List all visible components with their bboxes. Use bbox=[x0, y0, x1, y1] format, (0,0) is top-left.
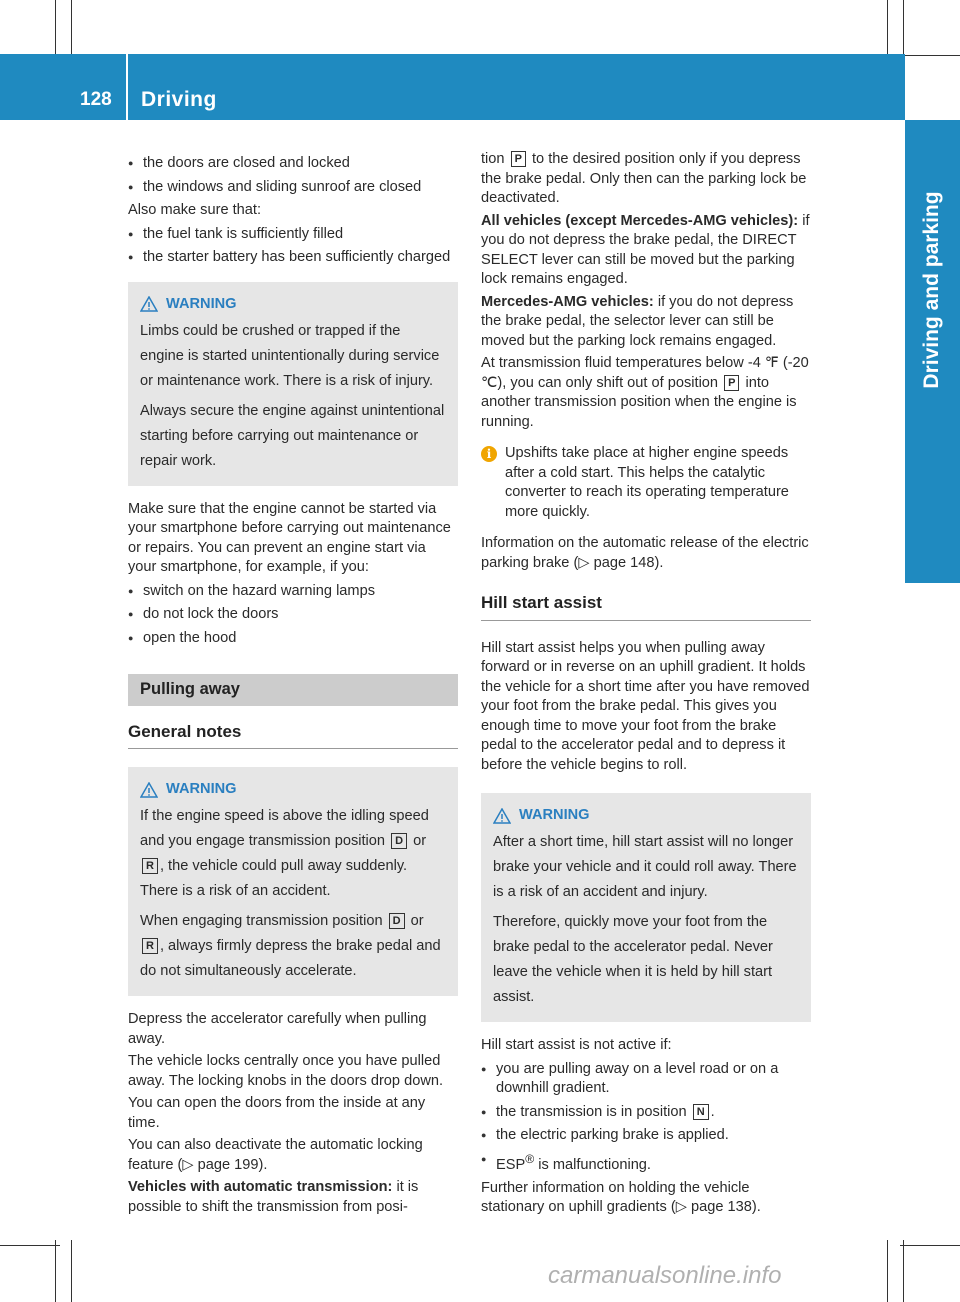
warning-triangle-icon bbox=[140, 782, 158, 798]
crop-mark bbox=[900, 1245, 960, 1246]
list-item: ● you are pulling away on a level road or on a downhill gradient. bbox=[481, 1060, 811, 1099]
text-span: is malfunctioning. bbox=[534, 1156, 651, 1173]
bold-label: Mercedes-AMG vehicles: bbox=[481, 293, 654, 310]
info-note bbox=[481, 444, 811, 522]
list-item bbox=[481, 1103, 811, 1123]
paragraph: The vehicle locks centrally once you have pulled away. The locking knobs in the doors drop down. bbox=[128, 1053, 444, 1089]
text-span: to the desired position only if you depress the brake pedal. Only then can the parking lock be deactivated. bbox=[481, 151, 807, 206]
crop-mark bbox=[903, 1240, 904, 1302]
warning-text: Limbs could be crushed or trapped if the engine is started unintentionally during service or maintenance work. There is a risk of injury. bbox=[140, 322, 440, 389]
subsection-heading: General notes bbox=[128, 722, 458, 750]
chapter-tab-label: Driving and parking bbox=[920, 191, 943, 389]
right-column bbox=[481, 150, 811, 1221]
warning-text: Therefore, quickly move your foot from the brake pedal to the accelerator pedal. Never leave the vehicle when it is held by hill start assist. bbox=[493, 914, 773, 1005]
paragraph: Depress the accelerator carefully when pulling away. bbox=[128, 1011, 427, 1047]
warning-label: WARNING bbox=[166, 781, 237, 797]
text-span: or bbox=[410, 913, 424, 929]
warning-label: WARNING bbox=[519, 807, 590, 823]
header-band bbox=[0, 54, 905, 120]
list-item: ● the windows and sliding sunroof are closed bbox=[128, 178, 458, 198]
crop-mark bbox=[71, 1240, 72, 1302]
paragraph bbox=[481, 212, 811, 290]
crop-mark bbox=[55, 0, 56, 60]
crop-mark bbox=[887, 1240, 888, 1302]
paragraph: Also make sure that: bbox=[128, 202, 262, 218]
crop-mark bbox=[71, 0, 72, 60]
warning-triangle-icon bbox=[140, 296, 158, 312]
text-span: if you do not depress the brake pedal, the DIRECT SELECT lever can still be moved but the parking lock remains engaged. bbox=[481, 212, 810, 287]
warning-box bbox=[128, 282, 458, 486]
warning-text bbox=[140, 804, 446, 904]
text-span: it is possible to shift the transmission from posi- bbox=[128, 1179, 419, 1215]
paragraph bbox=[128, 1178, 458, 1217]
crop-mark bbox=[0, 1245, 60, 1246]
info-text: Upshifts take place at higher engine speeds after a cold start. This helps the catalytic converter to reach its operating temperature more quickly. bbox=[505, 445, 789, 520]
paragraph: Hill start assist helps you when pulling away forward or in reverse on an uphill gradient. It holds the vehicle for a short time after you have removed your foot from the brake pedal. This gives you enough time to move your foot from the brake pedal to the accelerator pedal and to depress it before the vehicle begins to roll. bbox=[481, 639, 810, 773]
page-reference[interactable]: Information on the automatic release of the electric parking brake (▷ page 148). bbox=[481, 535, 809, 571]
text-span: the transmission is in position bbox=[496, 1103, 687, 1120]
text-span: if you do not depress the brake pedal, the selector lever can still be moved but the parking lock remains engaged. bbox=[481, 293, 794, 349]
list-item: ● the electric parking brake is applied. bbox=[481, 1126, 811, 1146]
warning-text bbox=[140, 909, 446, 984]
warning-label: WARNING bbox=[166, 295, 237, 312]
warning-text: After a short time, hill start assist will no longer brake your vehicle and it could roll away. There is a risk of an accident and injury. bbox=[493, 834, 797, 900]
text-span: . bbox=[710, 1103, 715, 1120]
bold-label: Vehicles with automatic transmission: bbox=[128, 1179, 393, 1195]
text-span: into another transmission position when the engine is running. bbox=[481, 374, 797, 430]
gear-n-symbol: N bbox=[693, 1104, 709, 1120]
gear-d-symbol: D bbox=[391, 833, 407, 849]
list-item: ● open the hood bbox=[128, 629, 458, 649]
subsection-heading: Hill start assist bbox=[481, 593, 811, 621]
list-item: ● the doors are closed and locked bbox=[128, 154, 458, 174]
crop-mark bbox=[55, 1240, 56, 1302]
paragraph: You can open the doors from the inside at any time. bbox=[128, 1095, 426, 1131]
gear-r-symbol: R bbox=[142, 858, 158, 874]
page-number: 128 bbox=[80, 89, 112, 110]
page-reference[interactable]: You can also deactivate the automatic locking feature (▷ page 199). bbox=[128, 1137, 423, 1173]
list-item bbox=[481, 1150, 811, 1175]
gear-r-symbol: R bbox=[142, 938, 158, 954]
text-span: At transmission fluid temperatures below -4 ℉ (-20 ℃), you can only shift out of position bbox=[481, 355, 809, 391]
text-span: If the engine speed is above the idling speed and you engage transmission position bbox=[140, 808, 429, 849]
registered-mark: ® bbox=[525, 1151, 535, 1166]
gear-d-symbol: D bbox=[389, 913, 405, 929]
warning-text: Always secure the engine against unintentional starting before carrying out maintenance or repair work. bbox=[140, 402, 445, 469]
warning-triangle-icon bbox=[493, 808, 511, 824]
paragraph: Make sure that the engine cannot be started via your smartphone before carrying out maintenance or repairs. You can prevent an engine start via your smartphone, for example, if you: bbox=[128, 500, 451, 575]
text-span: tion bbox=[481, 151, 505, 167]
info-icon: i bbox=[481, 446, 497, 462]
list-item: ● switch on the hazard warning lamps bbox=[128, 582, 458, 602]
text-span: , always firmly depress the brake pedal and do not simultaneously accelerate. bbox=[140, 938, 441, 979]
paragraph: Hill start assist is not active if: bbox=[481, 1037, 672, 1053]
warning-title bbox=[493, 803, 799, 828]
list-item: ● do not lock the doors bbox=[128, 605, 458, 625]
left-column bbox=[128, 150, 458, 1220]
page-title: Driving bbox=[141, 88, 217, 111]
warning-title bbox=[140, 777, 446, 802]
warning-box bbox=[481, 793, 811, 1022]
header-divider bbox=[126, 54, 128, 120]
paragraph bbox=[481, 150, 811, 209]
gear-p-symbol: P bbox=[724, 375, 739, 391]
text-span: , the vehicle could pull away suddenly. There is a risk of an accident. bbox=[140, 858, 408, 899]
page-reference[interactable]: Further information on holding the vehicle stationary on uphill gradients (▷ page 138). bbox=[481, 1179, 761, 1216]
crop-mark bbox=[900, 55, 960, 56]
warning-box bbox=[128, 767, 458, 996]
chapter-tab-label-wrap bbox=[905, 120, 960, 583]
crop-mark bbox=[903, 0, 904, 60]
crop-mark bbox=[887, 0, 888, 60]
text-span: When engaging transmission position bbox=[140, 913, 383, 929]
text-span: ESP bbox=[496, 1156, 526, 1173]
gear-p-symbol: P bbox=[511, 151, 526, 167]
warning-title bbox=[140, 292, 446, 317]
paragraph bbox=[481, 293, 811, 352]
section-heading: Pulling away bbox=[128, 674, 458, 706]
text-span: or bbox=[413, 833, 427, 849]
list-item: ● the starter battery has been sufficiently charged bbox=[128, 248, 458, 268]
bold-label: All vehicles (except Mercedes-AMG vehicles): bbox=[481, 212, 799, 229]
watermark: carmanualsonline.info bbox=[548, 1262, 782, 1289]
paragraph bbox=[481, 354, 811, 432]
list-item: ● the fuel tank is sufficiently filled bbox=[128, 225, 458, 245]
